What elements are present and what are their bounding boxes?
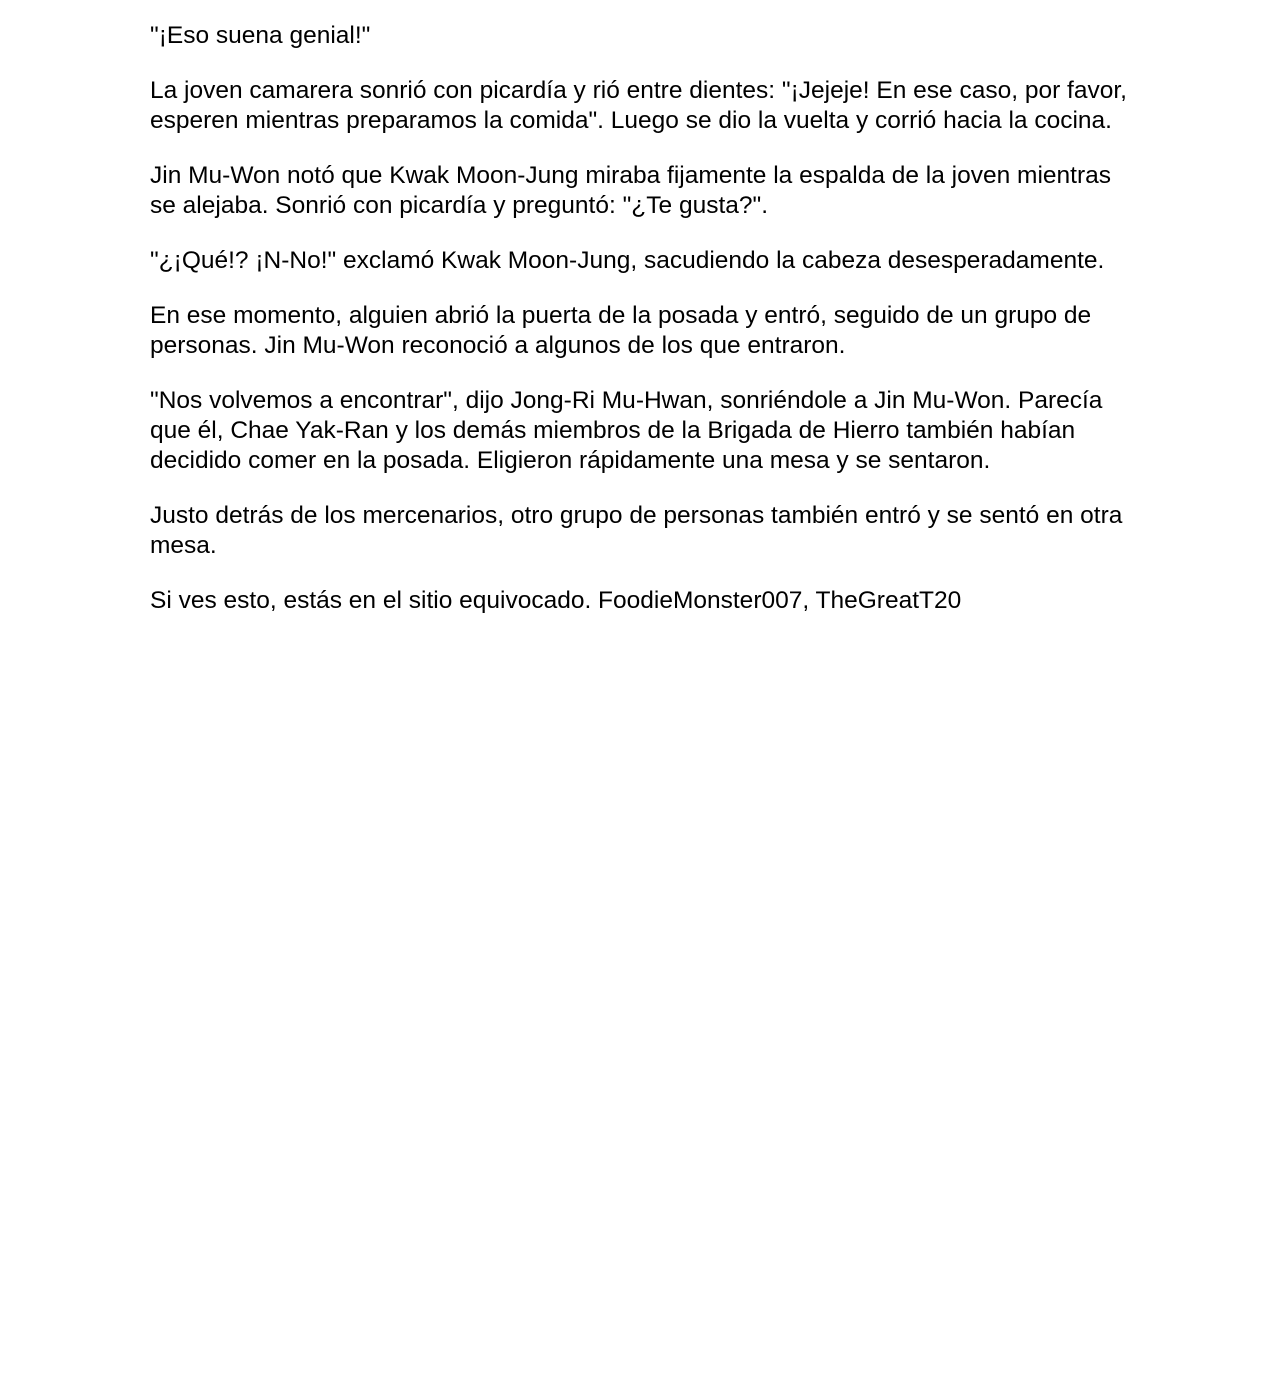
paragraph: "¿¡Qué!? ¡N-No!" exclamó Kwak Moon-Jung, sacudiendo la cabeza desesperadamente. — [150, 247, 1105, 274]
paragraph: En ese momento, alguien abrió la puerta de la posada y entró, seguido de un grupo de personas. Jin Mu-Won reconoció a algunos de los que entraron. — [150, 302, 1092, 359]
paragraph: "¡Eso suena genial!" — [150, 22, 371, 49]
watermark-notice: Si ves esto, estás en el sitio equivocado. FoodieMonster007, TheGreatT20 — [150, 587, 962, 614]
document-body — [150, 21, 1130, 641]
paragraph: "Nos volvemos a encontrar", dijo Jong-Ri Mu-Hwan, sonriéndole a Jin Mu-Won. Parecía que él, Chae Yak-Ran y los demás miembros de la Brigada de Hierro también habían decidido comer en la posada. Eligieron rápidamente una mesa y se sentaron. — [150, 387, 1103, 474]
paragraph: Jin Mu-Won notó que Kwak Moon-Jung miraba fijamente la espalda de la joven mientras se alejaba. Sonrió con picardía y preguntó: "¿Te gusta?". — [150, 162, 1112, 219]
paragraph: La joven camarera sonrió con picardía y rió entre dientes: "¡Jejeje! En ese caso, por favor, esperen mientras preparamos la comida". Luego se dio la vuelta y corrió hacia la cocina. — [150, 77, 1127, 134]
paragraph: Justo detrás de los mercenarios, otro grupo de personas también entró y se sentó en otra mesa. — [150, 502, 1123, 559]
